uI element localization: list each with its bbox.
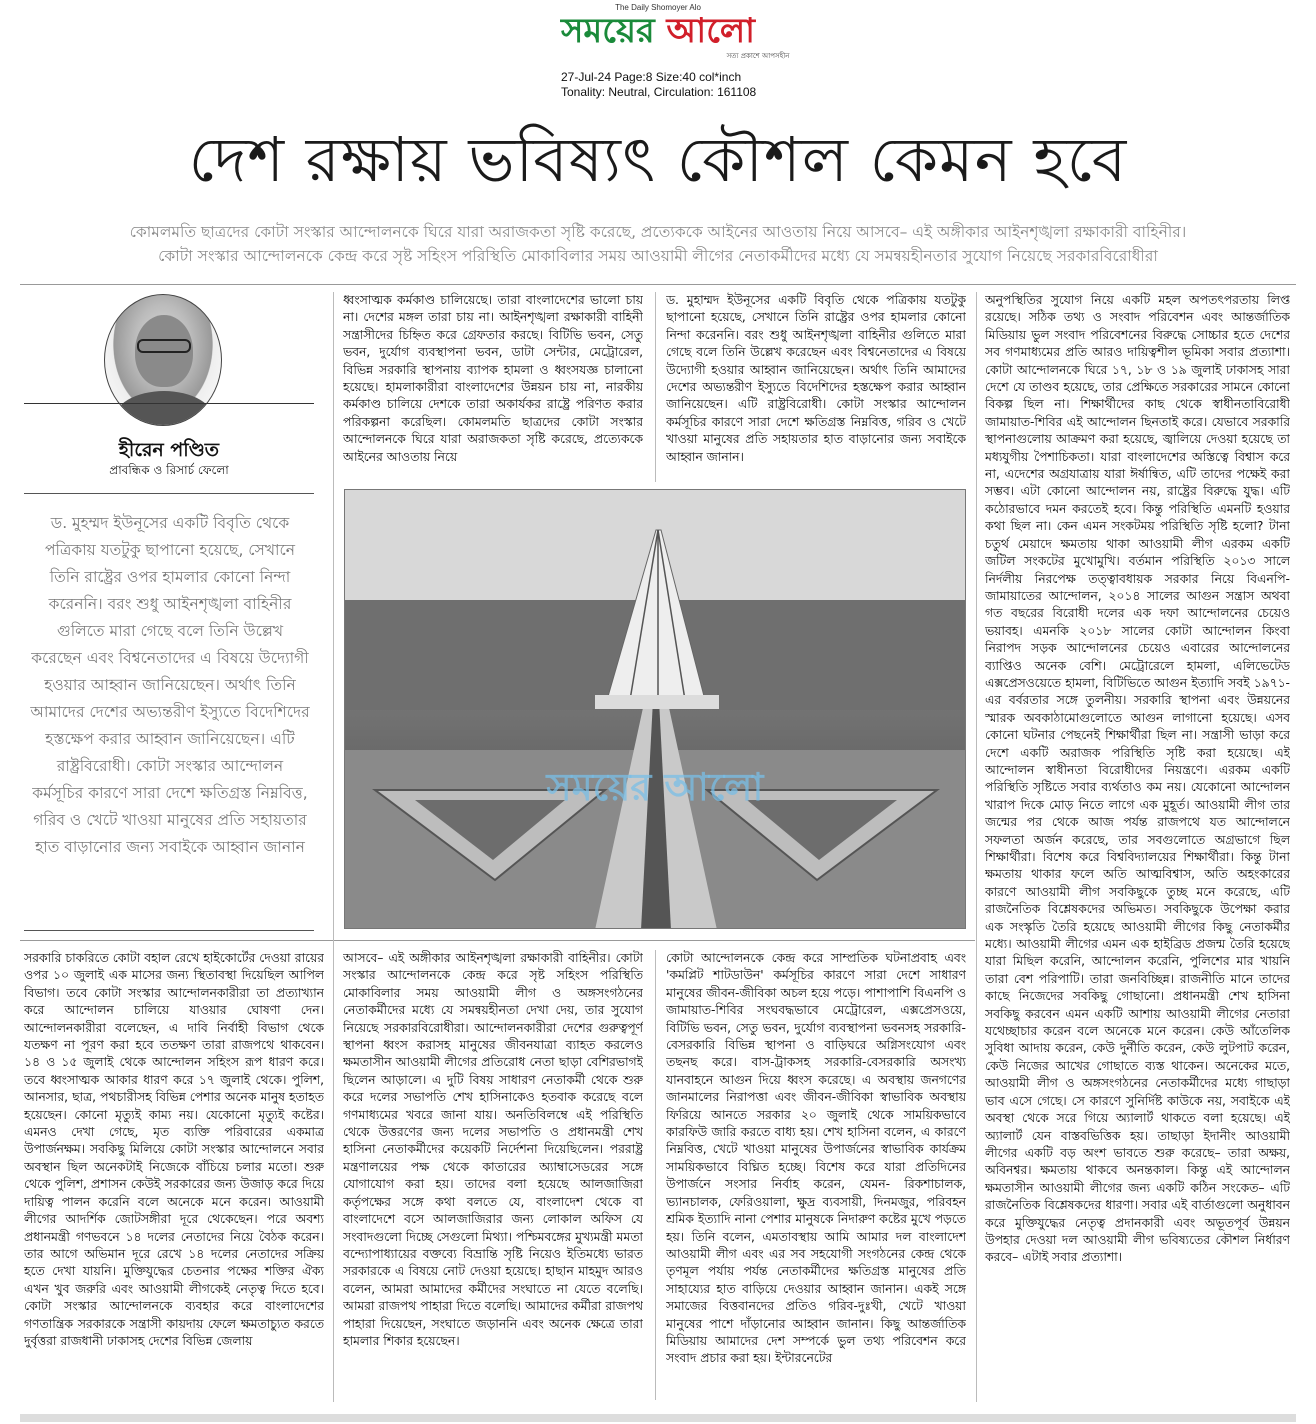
author-rule bbox=[24, 403, 314, 404]
masthead-tagline: The Daily Shomoyer Alo bbox=[615, 3, 701, 12]
memorial-photo bbox=[344, 489, 966, 929]
memorial-illustration bbox=[345, 490, 966, 929]
author-name: হীরেন পণ্ডিত bbox=[118, 439, 220, 461]
logo-part1: সময়ের bbox=[560, 11, 655, 51]
meta-line1: 27-Jul-24 Page:8 Size:40 col*inch bbox=[561, 70, 742, 84]
column-rule-4 bbox=[976, 292, 977, 1402]
column-rule-1 bbox=[333, 292, 334, 1402]
masthead-slogan: সত্য প্রকাশে আপসহীন bbox=[726, 52, 790, 60]
column-rule-2 bbox=[655, 292, 656, 482]
bottom-column-1: সরকারি চাকরিতে কোটা বহাল রেখে হাইকোর্টের দেওয়া রায়ের ওপর ১০ জুলাই এক মাসের জন্য স্থিতাবস্থা দিয়েছিল আপিল বিভাগ। তবে কোটা সংস্কার আন্দোলনকারীরা তা প্রত্যাখ্যান করে আন্দোলন চালিয়ে যাওয়ার ঘোষণা দেন। আন্দোলনকারীরা বলেছেন, এ দাবি নির্বাহী বিভাগ থেকে যতক্ষণ না পূরণ করা হবে ততক্ষণ তারা রাজপথে থাকবেন। ১৪ ও ১৫ জুলাই থেকে আন্দোলন সহিংস রূপ ধারণ করে। তবে ধ্বংসাত্মক আকার ধারণ করে ১৭ জুলাই থেকে। পুলিশ, আনসার, ছাত্র, পথচারীসহ বিভিন্ন পেশার অনেক মানুষ হতাহত হয়েছেন। কোনো মৃত্যুই কাম্য নয়। যেকোনো মৃত্যুই কষ্টের। এমনও দেখা গেছে, মৃত ব্যক্তি পরিবারের একমাত্র উপার্জনক্ষম। সবকিছু মিলিয়ে কোটা সংস্কার আন্দোলনে সবার অবস্থান ছিল অনেকটাই নিজেকে বাঁচিয়ে চলার মতো। শুরু থেকে পুলিশ, প্রশাসন কেউই সরকারের জন্য উজাড় করে দিয়ে দায়িত্ব পালন করেনি বলে অনেকে মনে করেন। আওয়ামী লীগের আদর্শিক জোটসঙ্গীরা দূরে থেকেছেন। পরে অবশ্য প্রধানমন্ত্রী গণভবনে ১৪ দলের নেতাদের নিয়ে বৈঠক করেন। তার আগে অভিমান দূরে রেখে ১৪ দলের নেতাদের সক্রিয় হতে দেখা যায়নি। মুক্তিযুদ্ধের চেতনার পক্ষের শক্তির ঐক্য এখন খুব জরুরি এবং আওয়ামী লীগকেই নেতৃত্ব দিতে হবে। কোটা সংস্কার আন্দোলনকে ব্যবহার করে বাংলাদেশের গণতান্ত্রিক সরকারকে সন্ত্রাসী কায়দায় ফেলে ক্ষমতাচ্যুত করতে দুর্বৃত্তরা রাজধানী ঢাকাসহ দেশের বিভিন্ন জেলায় bbox=[24, 951, 324, 1348]
headline: দেশ রক্ষায় ভবিষ্যৎ কৌশল কেমন হবে bbox=[188, 123, 1128, 196]
author-portrait-icon bbox=[104, 294, 222, 426]
deck bbox=[22, 220, 1294, 268]
author-role: প্রাবন্ধিক ও রিসার্চ ফেলো bbox=[109, 463, 229, 477]
pull-quote: ড. মুহম্মদ ইউনূসের একটি বিবৃতি থেকে পত্রিকায় যতটুকু ছাপানো হয়েছে, সেখানে তিনি রাষ্ট্রের ওপর হামলার কোনো নিন্দা করেননি। বরং শুধু আইনশৃঙ্খলা বাহিনীর গুলিতে মারা গেছে বলে তিনি উল্লেখ করেছেন এবং বিশ্বনেতাদের এ বিষয়ে উদ্যোগী হওয়ার আহ্বান জানিয়েছেন। অর্থাৎ তিনি আমাদের দেশের অভ্যন্তরীণ ইস্যুতে বিদেশিদের হস্তক্ষেপ করার আহ্বান জানিয়েছেন। এটি রাষ্ট্রবিরোধী। কোটা সংস্কার আন্দোলন কর্মসূচির কারণে সারা দেশে ক্ষতিগ্রস্ত নিম্নবিত্ত, গরিব ও খেটে খাওয়া মানুষের প্রতি সহায়তার হাত বাড়ানোর জন্য সবাইকে আহ্বান জানান bbox=[30, 514, 310, 856]
pull-rule-top bbox=[24, 493, 314, 494]
portrait-glasses bbox=[137, 339, 191, 353]
top-column-2: ধ্বংসাত্মক কর্মকাণ্ড চালিয়েছে। তারা বাংলাদেশের ভালো চায় না। দেশের মঙ্গল তারা চায় না। আইনশৃঙ্খলা রক্ষাকারী বাহিনী সন্ত্রাসীদের চিহ্নিত করে গ্রেফতার করছে। বিটিভি ভবন, সেতু ভবন, দুর্যোগ ব্যবস্থাপনা ভবন, ডাটা সেন্টার, মেট্রোরেল, বিভিন্ন সরকারি স্থাপনায় ব্যাপক হামলা ও ধ্বংসযজ্ঞ চালানো হয়েছে। হামলাকারীরা বাংলাদেশের উন্নয়ন চায় না, নারকীয় কর্মকাণ্ড চালিয়ে দেশকে তারা অকার্যকর রাষ্ট্রে পরিণত করার পরিকল্পনা করেছিল। কোমলমতি ছাত্রদের কোটা সংস্কার আন্দোলনকে ঘিরে যারা অরাজকতা সৃষ্টি করেছে, প্রত্যেককে আইনের আওতায় নিয়ে bbox=[343, 293, 643, 464]
bottom-column-3: কোটা আন্দোলনকে কেন্দ্র করে সাম্প্রতিক ঘটনাপ্রবাহ এবং 'কমপ্লিট শাটডাউন' কর্মসূচির কারণে সারা দেশে সাধারণ মানুষের জীবন-জীবিকা অচল হয়ে পড়ে। পাশাপাশি বিএনপি ও জামায়াত-শিবির সংঘবদ্ধভাবে মেট্রোরেল, এক্সপ্রেসওয়ে, বিটিভি ভবন, সেতু ভবন, দুর্যোগ ব্যবস্থাপনা ভবনসহ সরকারি-বেসরকারি বিভিন্ন স্থাপনা ও বাড়িঘরে অগ্নিসংযোগ এবং তছনছ করে। বাস-ট্রাকসহ সরকারি-বেসরকারি অসংখ্য যানবাহনে আগুন দিয়ে ধ্বংস করেছে। এ অবস্থায় জনগণের জানমালের নিরাপত্তা এবং জীবন-জীবিকা স্বাভাবিক অবস্থায় ফিরিয়ে আনতে সরকার ২০ জুলাই থেকে সাময়িকভাবে কারফিউ জারি করতে বাধ্য হয়। শেখ হাসিনা বলেন, এ কারণে নিম্নবিত্ত, খেটে খাওয়া মানুষের উপার্জনের স্বাভাবিক কার্যক্রম সাময়িকভাবে বিঘ্নিত হচ্ছে। বিশেষ করে যারা প্রতিদিনের উপার্জনে সংসার নির্বাহ করেন, যেমন- রিকশাচালক, ভ্যানচালক, ফেরিওয়ালা, ক্ষুদ্র ব্যবসায়ী, দিনমজুর, পরিবহন শ্রমিক ইত্যাদি নানা পেশার মানুষকে নিদারুণ কষ্টের মুখে পড়তে হয়। তিনি বলেন, এমতাবস্থায় আমি আমার দল বাংলাদেশ আওয়ামী লীগ এবং এর সব সহযোগী সংগঠনের কেন্দ্র থেকে তৃণমূল পর্যায় পর্যন্ত নেতাকর্মীদের ক্ষতিগ্রস্ত মানুষের প্রতি সাহায্যের হাত বাড়িয়ে দেওয়ার আহ্বান জানান। একই সঙ্গে সমাজের বিত্তবানদের প্রতিও গরিব-দুঃখী, খেটে খাওয়া মানুষের পাশে দাঁড়ানোর আহ্বান জানান। কিছু আন্তর্জাতিক মিডিয়ায় আমাদের দেশ সম্পর্কে ভুল তথ্য পরিবেশন করে সংবাদ প্রচার করা হয়। ইন্টারনেটের bbox=[666, 951, 966, 1366]
clipping-meta bbox=[561, 70, 756, 100]
column-4: অনুপস্থিতির সুযোগ নিয়ে একটি মহল অপতৎপরতায় লিপ্ত রয়েছে। সঠিক তথ্য ও সংবাদ পরিবেশন এবং আন্তর্জাতিক মিডিয়ায় ভুল সংবাদ পরিবেশনের বিরুদ্ধে সোচ্চার হতে দেশের সব গণমাধ্যমের প্রতি আরও দায়িত্বশীল ভূমিকা সবার প্রত্যাশা। কোটা আন্দোলনকে ঘিরে ১৭, ১৮ ও ১৯ জুলাই ঢাকাসহ সারা দেশে যে তাণ্ডব হয়েছে, তার প্রেক্ষিতে সরকারের সামনে কোনো বিকল্প ছিল না। শিক্ষার্থীদের কাছ থেকে স্বাধীনতাবিরোধী জামায়াত-শিবির এই আন্দোলন ছিনতাই করে। যেভাবে সরকারি স্থাপনাগুলোয় আক্রমণ করা হয়েছে, জ্বালিয়ে দেওয়া হয়েছে তা মধ্যযুগীয় পৈশাচিকতা। যারা বাংলাদেশের অস্তিত্বে বিশ্বাস করে না, এদেশের অগ্রযাত্রায় যারা ঈর্ষান্বিত, এটি তাদের পক্ষেই করা সম্ভব। এটা কোনো আন্দোলন নয়, রাষ্ট্রের বিরুদ্ধে যুদ্ধ। এটি কঠোরভাবে দমন করতেই হবে। কিন্তু পরিস্থিতি এমনটি হওয়ার কথা ছিল না। কেন এমন সংকটময় পরিস্থিতি সৃষ্টি হলো? টানা চতুর্থ মেয়াদে ক্ষমতায় থাকা আওয়ামী লীগ এরকম একটি জটিল সংকটের মুখোমুখি। বর্তমান পরিস্থিতি ২০১৩ সালে নির্দলীয় নিরপেক্ষ তত্ত্বাবধায়ক সরকার নিয়ে বিএনপি-জামায়াতের আন্দোলন, ২০১৪ সালের আগুন সন্ত্রাস অথবা গত বছরের বিরোধী দলের এক দফা আন্দোলনের চেয়েও ভয়াবহ। এমনকি ২০১৮ সালের কোটা আন্দোলন কিংবা নিরাপদ সড়ক আন্দোলনের চেয়েও এবারের আন্দোলনের ব্যাপ্তিও অনেক বেশি। মেট্রোরেলে হামলা, এলিভেটেড এক্সপ্রেসওয়েতে হামলা, বিটিভিতে আগুন ইত্যাদি সবই ১৯৭১-এর বর্বরতার সঙ্গে তুলনীয়। সরকারি স্থাপনা এবং উন্নয়নের স্মারক অবকাঠামোগুলোতে আগুন লাগানো হয়েছে। এসব কোনো ঘটনার পেছনেই শিক্ষার্থীরা ছিল না। সন্ত্রাসী ভাড়া করে দেশে একটি অরাজক পরিস্থিতি সৃষ্টি করা হয়েছে। এই আন্দোলন স্বাধীনতা বিরোধীদের নিয়ন্ত্রণে। এরকম একটি পরিস্থিতি সৃষ্টিতে সবার ব্যর্থতাও কম নয়। যেকোনো আন্দোলন খারাপ দিকে মোড় নিতে লাগে এক মুহূর্ত। আওয়ামী লীগ তার জন্মের পর থেকে আজ পর্যন্ত রাজপথে যত আন্দোলনে সফলতা অর্জন করেছে, তার সবগুলোতে অগ্রভাগে ছিল শিক্ষার্থীরা। বিশেষ করে বিশ্ববিদ্যালয়ের শিক্ষার্থীরা। কিন্তু টানা ক্ষমতায় থাকার ফলে অতি আত্মবিশ্বাস, অতি অহংকারের কারণে আওয়ামী লীগ সবকিছুকে তুচ্ছ মনে করেছে, এটি রাজনৈতিক বিশ্লেষকদের অভিমত। সবকিছুকে উপেক্ষা করার এক সংস্কৃতি তৈরি হয়েছে আওয়ামী লীগের কিছু নেতাকর্মীর মধ্যে। আওয়ামী লীগের এমন এক হাইব্রিড প্রজন্ম তৈরি হয়েছে যারা মিছিল করেনি, আন্দোলন করেনি, পুলিশের মার খায়নি তারা বেশ পরিপাটি। তারা জনবিচ্ছিন্ন। রাজনীতি মানে তাদের কাছে নিজেদের সবকিছু গোছানো। প্রধানমন্ত্রী শেখ হাসিনা সবকিছু করবেন এমন একটি আশায় আওয়ামী লীগের নেতারা যথেচ্ছাচার করেন বলে অনেকে মনে করেন। কেউ আঁতেলিক সুবিধা আদায় করেন, কেউ দুর্নীতি করেন, কেউ লুটপাট করেন, কেউ নিজের আখের গোছাতে ব্যস্ত থাকেন। অনেকের মতে, আওয়ামী লীগ ও অঙ্গসংগঠনের নেতাকর্মীদের মধ্যে গাছাড়া ভাব এসে গেছে। সে কারণে সুনির্দিষ্ট কাউকে নয়, সবাইকে এই অবস্থা থেকে সরে গিয়ে অ্যালার্ট থাকতে বলা হয়েছে। এই অ্যালার্ট যেন বাস্তবভিত্তিক হয়। তাছাড়া ইদানীং আওয়ামী লীগের একটি বড় অংশ ভাবতে শুরু করেছে– তারা অক্ষয়, অবিনশ্বর। ক্ষমতায় থাকবে অনন্তকাল। কিন্তু এই আন্দোলন ক্ষমতাসীন আওয়ামী লীগের জন্য একটি কঠিন সংকেত– এটি রাজনৈতিক বিশ্লেষকদের ধারণা। সবার এই বার্তাগুলো অনুধাবন করে মুক্তিযুদ্ধের নেতৃত্ব প্রদানকারী এবং অভূতপূর্ব উন্নয়ন উপহার দেওয়া দল আওয়ামী লীগ ভবিষ্যতের কৌশল নির্ধারণ করবে– এটাই সবার প্রত্যাশা। bbox=[985, 293, 1290, 1265]
top-column-3: ড. মুহাম্মদ ইউনূসের একটি বিবৃতি থেকে পত্রিকায় যতটুকু ছাপানো হয়েছে, সেখানে তিনি রাষ্ট্রের ওপর হামলার কোনো নিন্দা করেননি। বরং শুধু আইনশৃঙ্খলা বাহিনীর গুলিতে মারা গেছে বলে তিনি উল্লেখ করেছেন এবং বিশ্বনেতাদের এ বিষয়ে উদ্যোগী হওয়ার আহ্বান জানিয়েছেন। অর্থাৎ তিনি আমাদের দেশের অভ্যন্তরীণ ইস্যুতে বিদেশিদের হস্তক্ষেপ করার আহ্বান জানিয়েছেন। এটি রাষ্ট্রবিরোধী। কোটা সংস্কার আন্দোলন কর্মসূচির কারণে সারা দেশে ক্ষতিগ্রস্ত নিম্নবিত্ত, গরিব ও খেটে খাওয়া মানুষের প্রতি সহায়তার হাত বাড়ানোর জন্য সবাইকে আহ্বান জানান। bbox=[666, 293, 966, 464]
image-watermark: সময়ের আলো bbox=[546, 765, 764, 809]
meta-line2: Tonality: Neutral, Circulation: 161108 bbox=[561, 85, 757, 99]
divider-mid bbox=[20, 940, 975, 941]
pull-rule-bottom bbox=[24, 930, 314, 931]
newspaper-logo bbox=[0, 12, 1316, 50]
column-rule-3 bbox=[655, 950, 656, 1400]
footer-bar bbox=[20, 1414, 1296, 1422]
bottom-column-2: আসবে– এই অঙ্গীকার আইনশৃঙ্খলা রক্ষাকারী বাহিনীর। কোটা সংস্কার আন্দোলনকে কেন্দ্র করে সৃষ্ট সহিংস পরিস্থিতি মোকাবিলার সময় আওয়ামী লীগ ও অঙ্গসংগঠনের নেতাকর্মীদের মধ্যে যে সমন্বয়হীনতা দেখা দেয়, তার সুযোগ নিয়েছে সরকারবিরোধীরা। আন্দোলনকারীরা দেশের গুরুত্বপূর্ণ স্থাপনা ধ্বংস করাসহ মানুষের জীবনযাত্রা ব্যাহত করলেও ক্ষমতাসীন আওয়ামী লীগের প্রতিরোধ নেতা ছাড়া বেশিরভাগই ছিলেন আড়ালে। এ দুটি বিষয় সাধারণ নেতাকর্মী থেকে শুরু করে দলের সভাপতি শেখ হাসিনাকেও হতবাক করেছে বলে গণমাধ্যমের খবরে জানা যায়। অনতিবিলম্বে এই পরিস্থিতি থেকে উত্তরণের জন্য দলের সভাপতি ও প্রধানমন্ত্রী শেখ হাসিনা নেতাকর্মীদের কয়েকটি নির্দেশনা দিয়েছিলেন। পররাষ্ট্র মন্ত্রণালয়ের পক্ষ থেকে কাতারের অ্যাম্বাসেডরের সঙ্গে যোগাযোগ করা হয়। তাদের বলা হয়েছে আলজাজিরা কর্তৃপক্ষের সঙ্গে কথা বলতে যে, বাংলাদেশ থেকে বা বাংলাদেশে বসে আলজাজিরার জন্য লোকাল অফিস যে সংবাদগুলো দিচ্ছে সেগুলো মিথ্যা। পশ্চিমবঙ্গের মুখ্যমন্ত্রী মমতা বন্দ্যোপাধ্যায়ের বক্তব্যে বিভ্রান্তি সৃষ্টি নিয়েও ইতিমধ্যে ভারত সরকারকে এ বিষয়ে নোট দেওয়া হয়েছে। হাছান মাহমুদ আরও বলেন, আমরা আমাদের কর্মীদের সংঘাতে না যেতে বলেছি। আমরা রাজপথ পাহারা দিতে বলেছি। আমাদের কর্মীরা রাজপথ পাহারা দিয়েছেন, সংঘাতে জড়াননি এবং অনেক ক্ষেত্রে তারা হামলার শিকার হয়েছেন। bbox=[343, 951, 643, 1348]
deck-line2: কোটা সংস্কার আন্দোলনকে কেন্দ্র করে সৃষ্ট সহিংস পরিস্থিতি মোকাবিলার সময় আওয়ামী লীগের নেতাকর্মীদের মধ্যে যে সমন্বয়হীনতার সুযোগ নিয়েছে সরকারবিরোধীরা bbox=[158, 247, 1158, 265]
portrait-shirt bbox=[113, 391, 215, 426]
deck-line1: কোমলমতি ছাত্রদের কোটা সংস্কার আন্দোলনকে ঘিরে যারা অরাজকতা সৃষ্টি করেছে, প্রত্যেককে আইনের আওতায় নিয়ে আসবে– এই অঙ্গীকার আইনশৃঙ্খলা রক্ষাকারী বাহিনীর। bbox=[129, 223, 1187, 241]
divider-top bbox=[20, 284, 1296, 285]
logo-part2: আলো bbox=[666, 11, 756, 51]
